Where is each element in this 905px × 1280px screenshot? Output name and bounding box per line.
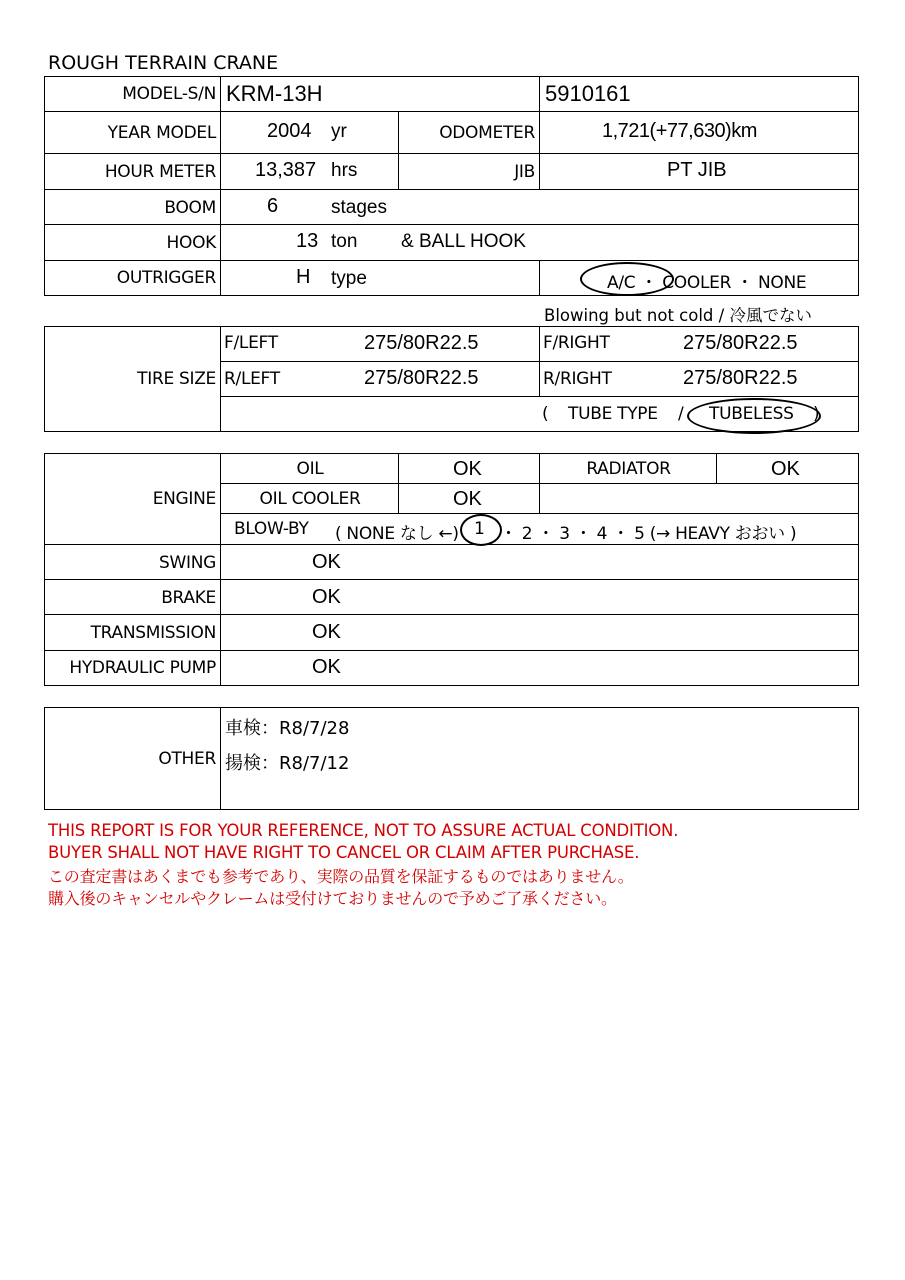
r-right-value: 275/80R22.5 [683, 367, 798, 389]
tire-size-label: TIRE SIZE [137, 369, 216, 389]
other-label: OTHER [158, 749, 216, 769]
blowby-level-1: 1 [474, 519, 485, 539]
f-right-value: 275/80R22.5 [683, 332, 798, 354]
tubeless-selected-circle [687, 398, 821, 434]
transmission-label: TRANSMISSION [90, 623, 216, 643]
jib-label: JIB [514, 162, 535, 182]
swing-label: SWING [158, 553, 216, 573]
engine-label: ENGINE [152, 489, 216, 509]
jib-value: PT JIB [667, 159, 727, 181]
serial-value: 5910161 [545, 81, 631, 106]
model-sn-label: MODEL-S/N [122, 84, 216, 104]
boom-unit: stages [331, 197, 387, 218]
ac-note: Blowing but not cold / 冷風でない [544, 306, 812, 325]
ac-options: A/C ・ COOLER ・ NONE [607, 273, 807, 293]
oil-value: OK [453, 458, 482, 480]
blowby-label: BLOW-BY [234, 519, 309, 539]
hook-label: HOOK [166, 233, 216, 253]
tire-type-sep: / [678, 404, 684, 424]
year-model-label: YEAR MODEL [107, 123, 216, 143]
tubeless-option: TUBELESS [709, 404, 794, 424]
disclaimer-line-4: 購入後のキャンセルやクレームは受付けておりませんので予めご了承ください。 [48, 889, 617, 908]
disclaimer-line-3: この査定書はあくまでも参考であり、実際の品質を保証するものではありません。 [48, 867, 634, 886]
outrigger-value: H [296, 266, 311, 288]
brake-value: OK [312, 586, 341, 608]
page-title: ROUGH TERRAIN CRANE [48, 52, 279, 74]
f-left-value: 275/80R22.5 [364, 332, 479, 354]
oil-label: OIL [296, 459, 324, 479]
year-value: 2004 [267, 120, 312, 142]
hook-unit: ton [331, 231, 358, 252]
blowby-none: ( NONE なし ←) [335, 524, 459, 544]
brake-label: BRAKE [161, 588, 216, 608]
outrigger-label: OUTRIGGER [116, 268, 216, 288]
odometer-label: ODOMETER [439, 123, 535, 143]
f-left-label: F/LEFT [224, 333, 278, 353]
other-inspection-2: 揚検：R8/7/12 [225, 753, 350, 774]
hours-value: 13,387 [255, 159, 317, 181]
r-left-value: 275/80R22.5 [364, 367, 479, 389]
oil-cooler-value: OK [453, 488, 482, 510]
blowby-scale: ・ 2 ・ 3 ・ 4 ・ 5 (→ HEAVY おおい ) [500, 524, 797, 544]
model-value: KRM-13H [226, 81, 323, 106]
tire-type-close: ) [813, 404, 820, 424]
r-left-label: R/LEFT [224, 369, 280, 389]
tire-type-open: ( [542, 404, 549, 424]
boom-label: BOOM [164, 198, 216, 218]
r-right-label: R/RIGHT [543, 369, 612, 389]
f-right-label: F/RIGHT [543, 333, 610, 353]
radiator-label: RADIATOR [586, 459, 671, 479]
hours-unit: hrs [331, 160, 358, 181]
hour-meter-label: HOUR METER [104, 162, 216, 182]
odometer-value: 1,721(+77,630)km [602, 120, 757, 142]
oil-cooler-label: OIL COOLER [259, 489, 361, 509]
tube-type-option: TUBE TYPE [568, 404, 658, 424]
outrigger-unit: type [331, 268, 367, 289]
hydraulic-pump-value: OK [312, 656, 341, 678]
radiator-value: OK [771, 458, 800, 480]
ac-selected-circle [580, 262, 674, 296]
swing-value: OK [312, 551, 341, 573]
disclaimer-line-2: BUYER SHALL NOT HAVE RIGHT TO CANCEL OR CLAIM AFTER PURCHASE. [48, 843, 640, 862]
year-unit: yr [331, 121, 347, 142]
other-inspection-1: 車検：R8/7/28 [225, 718, 350, 739]
hook-extra: & BALL HOOK [401, 231, 526, 252]
disclaimer-line-1: THIS REPORT IS FOR YOUR REFERENCE, NOT TO ASSURE ACTUAL CONDITION. [48, 821, 679, 840]
transmission-value: OK [312, 621, 341, 643]
boom-value: 6 [267, 195, 279, 217]
hook-value: 13 [296, 230, 319, 252]
blowby-selected-circle [460, 514, 502, 546]
hydraulic-pump-label: HYDRAULIC PUMP [69, 658, 216, 678]
